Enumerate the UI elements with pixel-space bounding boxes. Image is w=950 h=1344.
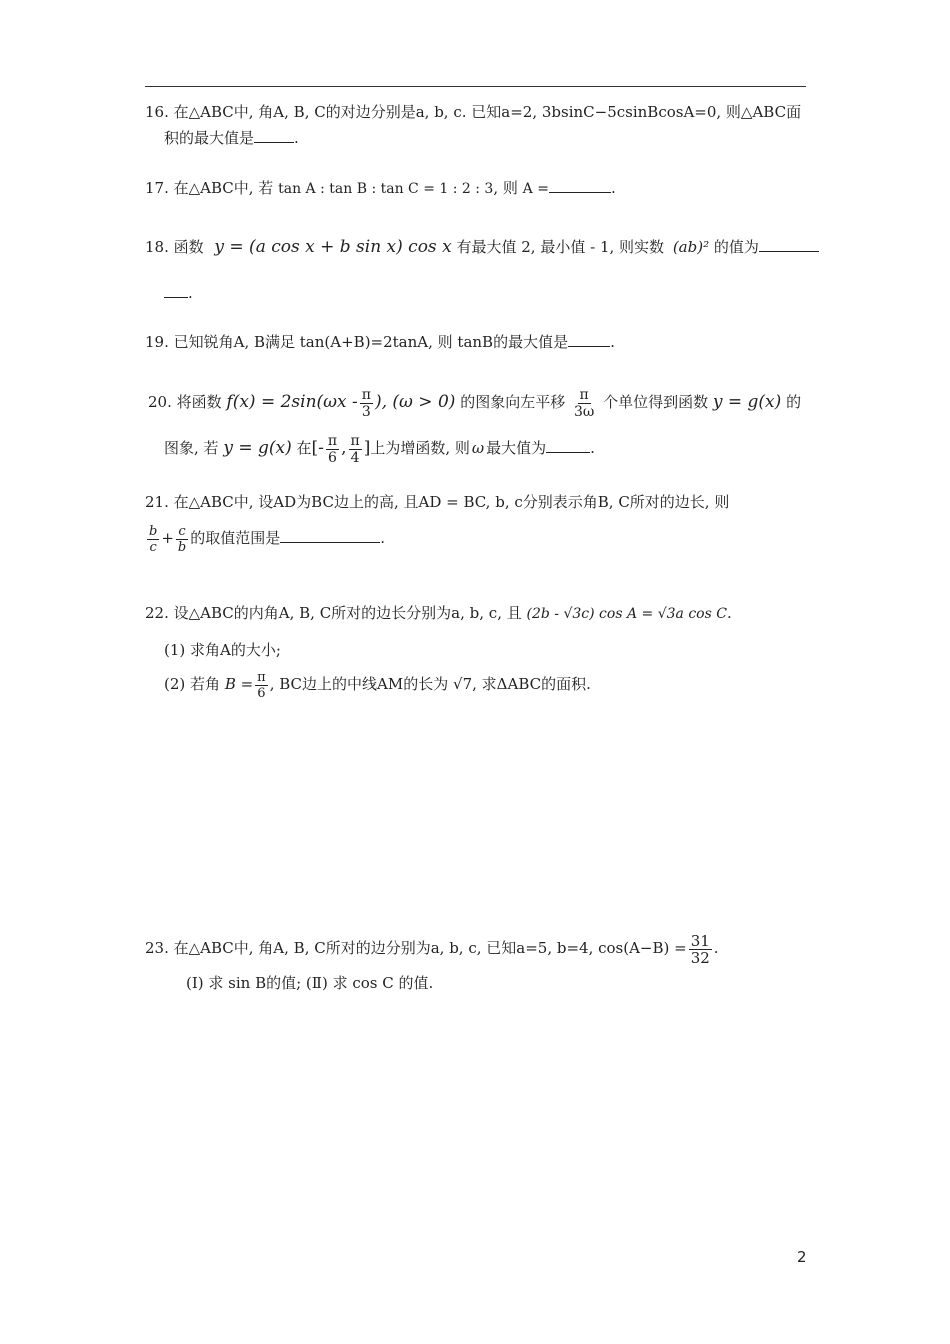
question-22-text: 22. 设△ABC的内角A, B, C所对的边长分别为a, b, c, 且 [145, 604, 522, 622]
question-18-min-value: - 1 [590, 238, 610, 256]
answer-blank [549, 180, 611, 193]
period: . [294, 129, 299, 147]
question-20-g-function-2: y = g(x) [223, 438, 292, 458]
angle-b-label: B = [224, 675, 254, 693]
period: . [610, 179, 616, 197]
question-16-line-2 [164, 128, 299, 148]
fraction-31-over-32 [689, 933, 712, 966]
question-17-math: tan A : tan B : tan C = 1 : 2 : 3 [278, 181, 494, 197]
omega-symbol: ω [471, 439, 485, 457]
question-22-part-2 [164, 666, 591, 702]
fraction-denominator: 3ω [573, 403, 595, 420]
question-21-line-1: 21. 在△ABC中, 设AD为BC边上的高, 且AD = BC, b, c分别表示角B, C所对的边长, 则 [145, 493, 730, 511]
question-20-line-2 [164, 430, 595, 466]
question-20-prefix: 20. 将函数 [148, 393, 222, 411]
answer-blank [280, 530, 380, 543]
question-18-function: y = (a cos x + b sin x) cos x [214, 237, 452, 257]
question-20-text-6: 上为增函数, 则 [370, 439, 470, 457]
question-16-line-1: 16. 在△ABC中, 角A, B, C的对边分别是a, b, c. 已知a=2, 3bsinC−5csinBcosA=0, 则△ABC面 [145, 103, 802, 121]
answer-blank [568, 334, 610, 347]
fraction-numerator: π [350, 432, 360, 449]
fraction-c-over-b [176, 524, 188, 555]
question-22-equation: (2b - √3c) cos A = √3a cos C [526, 606, 727, 622]
fraction-pi-over-3 [360, 387, 373, 420]
question-20-g-function: y = g(x) [712, 392, 782, 412]
question-18-text-3: , 则实数 [609, 238, 665, 256]
fraction-b-over-c [147, 524, 159, 555]
question-23-line-1 [145, 930, 719, 966]
question-23-line-2: (Ⅰ) 求 sin B的值; (Ⅱ) 求 cos C 的值. [186, 974, 434, 992]
fraction-numerator: b [149, 523, 158, 539]
question-18-line-2 [164, 283, 193, 303]
fraction-pi-over-6 [255, 670, 268, 701]
question-17-answer-label: A = [522, 181, 549, 197]
question-17-prefix: 17. 在△ABC中, 若 [145, 179, 274, 197]
fraction-denominator: 4 [350, 449, 360, 466]
question-19-text: 19. 已知锐角A, B满足 tan(A+B)=2tanA, 则 tanB的最大值是 [145, 333, 569, 351]
question-18-expression: (ab)² [672, 238, 710, 256]
question-22-part-2-text-d: , 求ΔABC的面积. [472, 675, 591, 693]
question-23-text: 23. 在△ABC中, 角A, B, C所对的边分别为a, b, c, 已知a=5, b=4, cos(A−B) = [145, 939, 687, 957]
fraction-numerator: π [579, 386, 589, 403]
answer-blank [546, 440, 590, 453]
question-20-text-3: 的 [786, 393, 802, 411]
question-20-text-2: 个单位得到函数 [603, 393, 709, 411]
question-22-part-1: (1) 求角A的大小; [164, 641, 281, 659]
period: . [590, 439, 595, 457]
question-20-function-a: f(x) = 2sin(ωx - [226, 392, 358, 412]
question-20-line-1 [148, 384, 801, 420]
period: . [188, 284, 193, 302]
question-18-text-2: , 最小值 [530, 238, 586, 256]
question-22-part-2-text-a: (2) 若角 [164, 675, 221, 693]
fraction-numerator: c [178, 523, 186, 539]
question-18-max-value: 2 [521, 238, 531, 256]
period: . [380, 529, 386, 547]
question-19 [145, 332, 615, 352]
fraction-denominator: 6 [257, 685, 266, 701]
question-20-text-1: 的图象向左平移 [460, 393, 566, 411]
question-16-text: 积的最大值是 [164, 129, 255, 147]
fraction-numerator: π [361, 386, 371, 403]
period: . [610, 333, 615, 351]
period: . [713, 939, 719, 957]
sqrt-7: √7 [453, 675, 473, 693]
answer-blank [254, 130, 294, 143]
fraction-denominator: 6 [328, 449, 337, 466]
period: . [726, 604, 732, 622]
question-20-function-b: ), (ω > 0) [374, 392, 456, 412]
question-22-line-1 [145, 603, 732, 624]
fraction-numerator: π [327, 432, 338, 449]
interval-open: [- [311, 438, 324, 458]
interval-comma: , [341, 438, 347, 458]
question-20-text-5: 在 [296, 439, 312, 457]
fraction-denominator: 3 [361, 403, 371, 420]
interval-close: ] [363, 438, 371, 458]
question-17 [145, 178, 616, 199]
fraction-denominator: c [149, 539, 157, 555]
question-21-line-2 [145, 520, 385, 556]
fraction-pi-over-6 [326, 433, 339, 466]
question-21-text: 的取值范围是 [190, 529, 281, 547]
fraction-denominator: b [177, 539, 187, 555]
page-number: 2 [797, 1248, 807, 1266]
question-18-prefix: 18. 函数 [145, 238, 204, 256]
plus-sign: + [161, 529, 174, 547]
question-18-text-1: 有最大值 [456, 238, 517, 256]
answer-blank [164, 285, 188, 298]
question-18-text-4: 的值为 [713, 238, 759, 256]
question-22-part-2-text-c: , BC边上的中线AM的长为 [269, 675, 449, 693]
fraction-numerator: π [257, 669, 266, 685]
answer-blank [759, 239, 819, 252]
fraction-pi-over-3-omega [572, 387, 596, 420]
question-20-text-4: 图象, 若 [164, 439, 219, 457]
fraction-pi-over-4 [349, 433, 362, 466]
question-20-text-7: 最大值为 [486, 439, 547, 457]
fraction-numerator: 31 [690, 931, 710, 950]
fraction-denominator: 32 [690, 948, 710, 967]
question-17-mid: , 则 [493, 179, 518, 197]
header-rule [145, 86, 806, 87]
question-18-line-1 [145, 237, 819, 257]
